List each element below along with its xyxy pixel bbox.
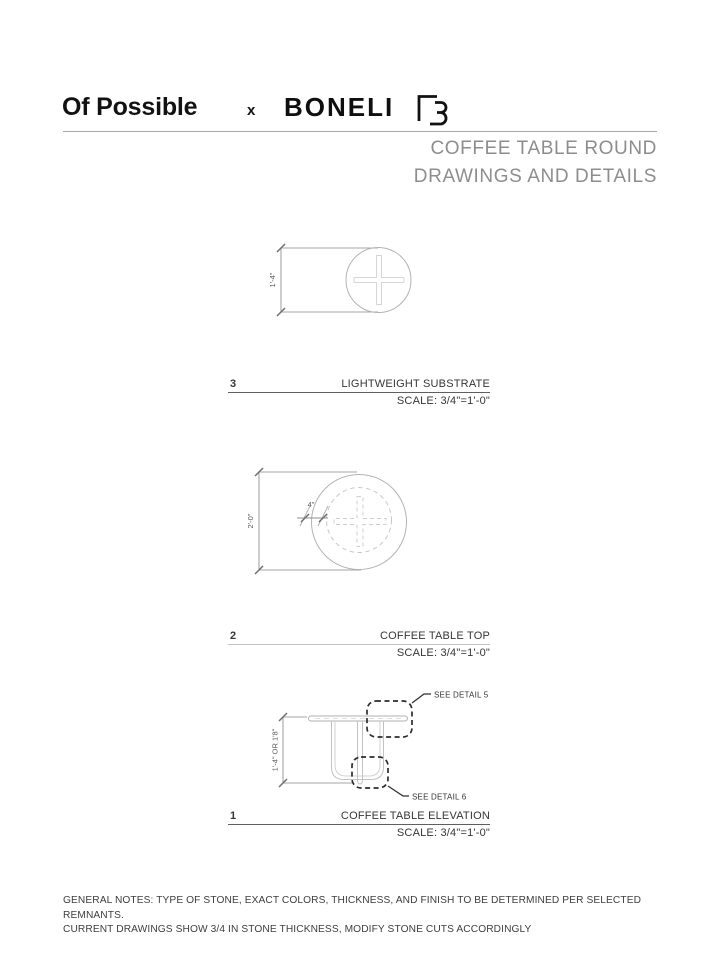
elevation-height-dim-label: 1'-4" OR 1'8": [270, 728, 280, 772]
tabletop-inset-dim-label: 4": [307, 500, 315, 509]
hidden-cross-rib: [334, 497, 386, 547]
drawing-number: 1: [230, 810, 237, 822]
brand-boneli: BONELI: [284, 92, 395, 122]
general-notes-line2: CURRENT DRAWINGS SHOW 3/4 IN STONE THICKNESS, MODIFY STONE CUTS ACCORDINGLY: [63, 924, 532, 935]
titleblock-tabletop: [228, 630, 490, 659]
sheet-title-line2: DRAWINGS AND DETAILS: [413, 166, 657, 187]
brand-x-separator: x: [247, 102, 256, 119]
general-notes: [63, 894, 663, 938]
elevation-drawing: [271, 691, 489, 802]
substrate-drawing: [268, 244, 411, 316]
drawing-scale: SCALE: 3/4"=1'-0": [396, 827, 490, 839]
drawing-scale: SCALE: 3/4"=1'-0": [396, 395, 490, 407]
tabletop-slab: [309, 716, 408, 721]
tabletop-diameter-dim-label: 2'-0": [246, 513, 255, 529]
drawing-number: 2: [230, 630, 237, 642]
drawing-title: COFFEE TABLE ELEVATION: [340, 810, 490, 822]
sheet-title-line1: COFFEE TABLE ROUND: [430, 138, 657, 159]
substrate-cross-rib: [354, 256, 404, 305]
leg-panel-side: [358, 721, 363, 784]
detail-5-callout-label: SEE DETAIL 5: [434, 690, 489, 700]
drawing-title: LIGHTWEIGHT SUBSTRATE: [341, 378, 490, 390]
hidden-substrate-circle: [327, 488, 392, 553]
substrate-height-dim-label: 1'-4": [268, 272, 277, 288]
drawing-number: 3: [230, 378, 237, 390]
detail-6-callout-label: SEE DETAIL 6: [412, 792, 467, 802]
brand-of-possible: Of Possible: [62, 93, 198, 121]
titleblock-substrate: [228, 378, 490, 407]
drawing-scale: SCALE: 3/4"=1'-0": [396, 647, 490, 659]
titleblock-elevation: [228, 810, 490, 839]
tabletop-drawing: [246, 468, 407, 574]
drawing-title: COFFEE TABLE TOP: [380, 630, 490, 642]
general-notes-line1: GENERAL NOTES: TYPE OF STONE, EXACT COLORS, THICKNESS, AND FINISH TO BE DETERMINED PER SELECTED REMNANTS.: [63, 895, 642, 921]
